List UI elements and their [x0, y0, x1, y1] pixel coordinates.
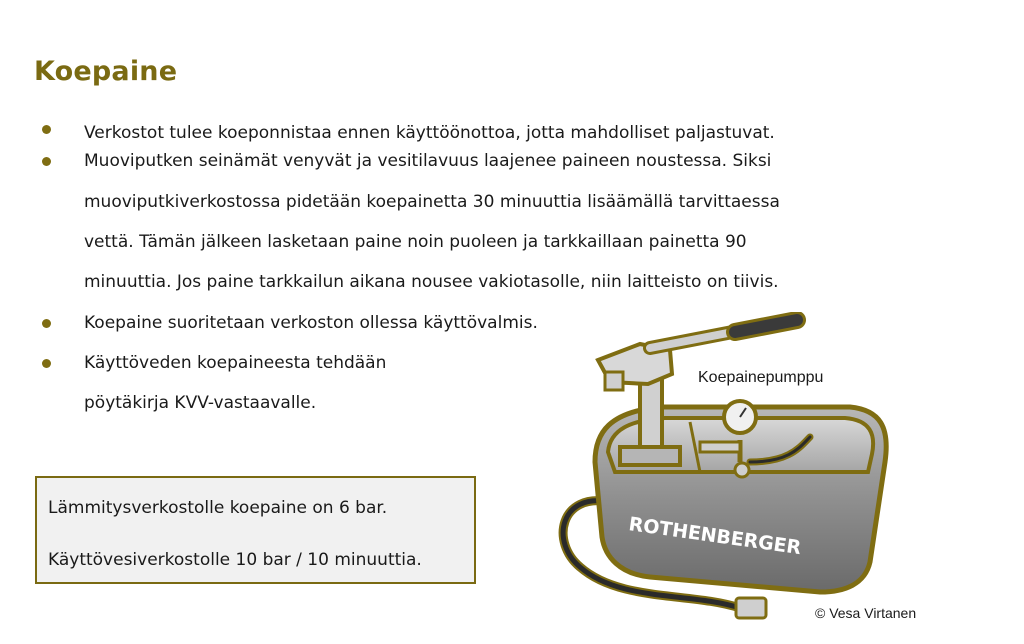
bullet-text: Verkostot tulee koeponnistaa ennen käyttöönottoa, jotta mahdolliset paljastuvat.	[84, 123, 775, 143]
bullet-dot	[42, 359, 51, 368]
bullet-dot	[42, 125, 51, 134]
bullet-text: pöytäkirja KVV-vastaavalle.	[84, 393, 317, 413]
info-line-heating: Lämmitysverkostolle koepaine on 6 bar.	[48, 498, 388, 518]
info-line-water: Käyttövesiverkostolle 10 bar / 10 minuuttia.	[48, 550, 422, 570]
pressure-test-pump-icon	[550, 312, 960, 632]
brand-label: ROTHENBERGER	[627, 513, 803, 560]
bullet-text: Koepaine suoritetaan verkoston ollessa käyttövalmis.	[84, 313, 538, 333]
image-caption: Koepainepumppu	[698, 369, 824, 386]
bullet-text: minuuttia. Jos paine tarkkailun aikana nousee vakiotasolle, niin laitteisto on tiivis.	[84, 272, 779, 292]
slide-title: Koepaine	[34, 56, 178, 87]
bullet-text: Käyttöveden koepaineesta tehdään	[84, 353, 387, 373]
bullet-text: Muoviputken seinämät venyvät ja vesitilavuus laajenee paineen noustessa. Siksi	[84, 151, 772, 171]
bullet-dot	[42, 319, 51, 328]
bullet-text: vettä. Tämän jälkeen lasketaan paine noin puoleen ja tarkkaillaan painetta 90	[84, 232, 747, 252]
bullet-text: muoviputkiverkostossa pidetään koepainetta 30 minuuttia lisäämällä tarvittaessa	[84, 192, 780, 212]
bullet-dot	[42, 157, 51, 166]
copyright-text: © Vesa Virtanen	[815, 605, 917, 621]
info-box	[35, 476, 476, 584]
